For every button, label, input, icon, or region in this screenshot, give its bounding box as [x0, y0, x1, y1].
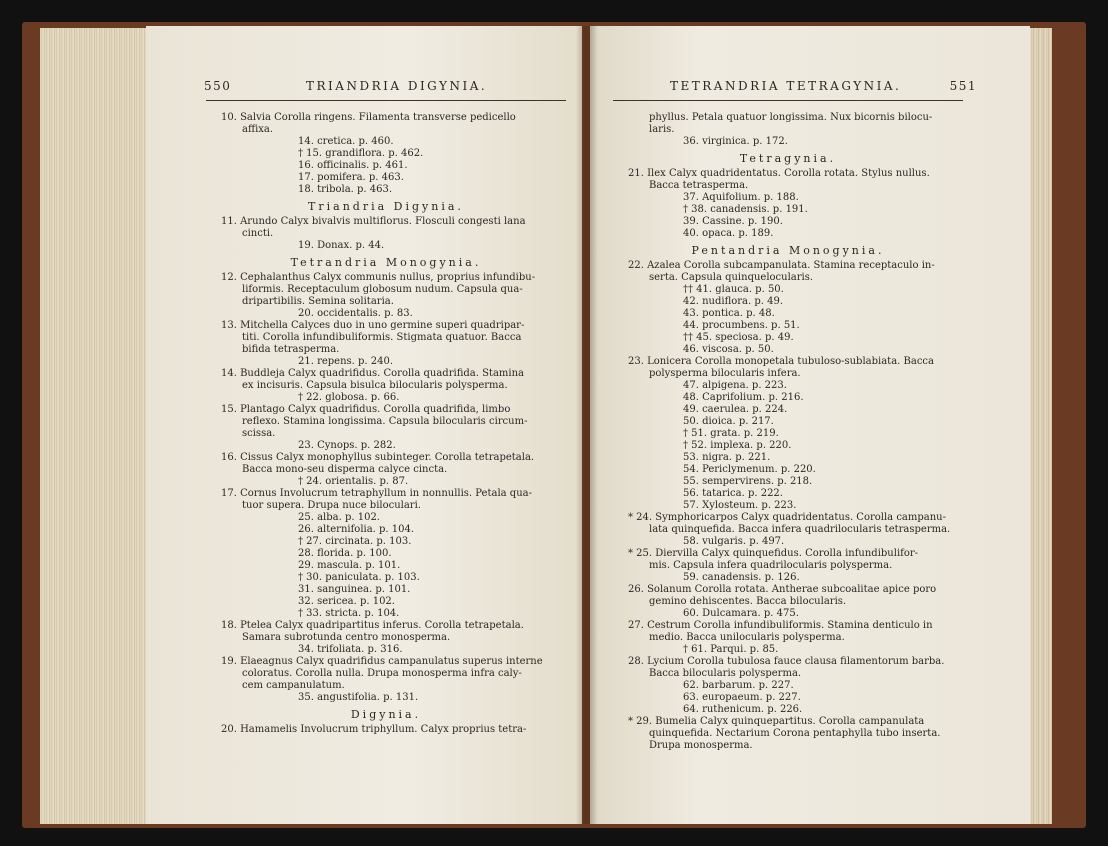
genus-entry-line: 26. Solanum Corolla rotata. Antherae subcoalitae apice poro — [628, 584, 937, 595]
entry-continuation-line: serta. Capsula quinquelocularis. — [649, 272, 814, 283]
right-running-title: TETRANDRIA TETRAGYNIA. — [670, 79, 902, 93]
genus-entry-line: 17. Cornus Involucrum tetraphyllum in nonnullis. Petala qua- — [221, 488, 532, 499]
species-line: 55. sempervirens. p. 218. — [683, 476, 813, 487]
genus-entry-line: 21. Ilex Calyx quadridentatus. Corolla rotata. Stylus nullus. — [628, 168, 930, 179]
species-line: 44. procumbens. p. 51. — [683, 320, 800, 331]
entry-continuation-line: Drupa monosperma. — [649, 740, 753, 751]
genus-entry-line: 27. Cestrum Corolla infundibuliformis. Stamina denticulo in — [628, 620, 933, 631]
entry-continuation-line: cem campanulatum. — [242, 680, 345, 691]
entry-continuation-line: laris. — [649, 124, 675, 135]
species-line: † 15. grandiflora. p. 462. — [298, 148, 424, 159]
genus-entry-line: 20. Hamamelis Involucrum triphyllum. Calyx proprius tetra- — [221, 724, 527, 735]
entry-continuation-line: polysperma bilocularis infera. — [649, 368, 801, 379]
right-page-number: 551 — [949, 79, 977, 93]
entry-continuation-line: reflexo. Stamina longissima. Capsula bilocularis circum- — [242, 416, 528, 427]
genus-entry-line: 12. Cephalanthus Calyx communis nullus, proprius infundibu- — [221, 272, 536, 283]
species-line: 57. Xylosteum. p. 223. — [683, 500, 797, 511]
species-line: 19. Donax. p. 44. — [298, 240, 385, 251]
left-page-text — [206, 112, 566, 736]
entry-continuation-line: Bacca bilocularis polysperma. — [649, 668, 802, 679]
genus-entry-line: * 24. Symphoricarpos Calyx quadridentatus. Corolla campanu- — [628, 512, 946, 523]
species-line: 60. Dulcamara. p. 475. — [683, 608, 799, 619]
species-line: 49. caerulea. p. 224. — [683, 404, 788, 415]
genus-entry-line: 19. Elaeagnus Calyx quadrifidus campanulatus superus interne — [221, 656, 543, 667]
entry-continuation-line: tuor supera. Drupa nuce biloculari. — [242, 500, 421, 511]
species-line: 39. Cassine. p. 190. — [683, 216, 783, 227]
species-line: † 38. canadensis. p. 191. — [683, 204, 808, 215]
species-line: 26. alternifolia. p. 104. — [298, 524, 415, 535]
left-page — [146, 26, 582, 824]
entry-continuation-line: medio. Bacca unilocularis polysperma. — [649, 632, 845, 643]
genus-entry-line: 11. Arundo Calyx bivalvis multiflorus. Flosculi congesti lana — [221, 216, 526, 227]
species-line: † 24. orientalis. p. 87. — [298, 476, 409, 487]
genus-entry-line: 22. Azalea Corolla subcampanulata. Stamina receptaculo in- — [628, 260, 935, 271]
entry-continuation-line: scissa. — [242, 428, 276, 439]
species-line: † 52. implexa. p. 220. — [683, 440, 792, 451]
genus-entry-line: 28. Lycium Corolla tubulosa fauce clausa filamentorum barba. — [628, 656, 945, 667]
entry-continuation-line: cincti. — [242, 228, 274, 239]
genus-entry-line: 15. Plantago Calyx quadrifidus. Corolla quadrifida, limbo — [221, 404, 511, 415]
species-line: 37. Aquifolium. p. 188. — [683, 192, 799, 203]
entry-continuation-line: phyllus. Petala quatuor longissima. Nux bicornis bilocu- — [649, 112, 933, 123]
species-line: † 61. Parqui. p. 85. — [683, 644, 779, 655]
species-line: 31. sanguinea. p. 101. — [298, 584, 411, 595]
species-line: †† 41. glauca. p. 50. — [683, 284, 784, 295]
species-line: † 27. circinata. p. 103. — [298, 536, 412, 547]
species-line: 64. ruthenicum. p. 226. — [683, 704, 803, 715]
entry-continuation-line: Bacca tetrasperma. — [649, 180, 749, 191]
species-line: 58. vulgaris. p. 497. — [683, 536, 785, 547]
genus-entry-line: 13. Mitchella Calyces duo in uno germine superi quadripar- — [221, 320, 525, 331]
right-page — [590, 26, 1030, 824]
species-line: 25. alba. p. 102. — [298, 512, 380, 523]
species-line: 18. tribola. p. 463. — [298, 184, 393, 195]
species-line: 53. nigra. p. 221. — [683, 452, 771, 463]
species-line: 50. dioica. p. 217. — [683, 416, 774, 427]
genus-entry-line: 18. Ptelea Calyx quadripartitus inferus. Corolla tetrapetala. — [221, 620, 524, 631]
species-line: 32. sericea. p. 102. — [298, 596, 395, 607]
species-line: † 22. globosa. p. 66. — [298, 392, 400, 403]
entry-continuation-line: bifida tetrasperma. — [242, 344, 340, 355]
entry-continuation-line: gemino dehiscentes. Bacca bilocularis. — [649, 596, 847, 607]
species-line: 62. barbarum. p. 227. — [683, 680, 794, 691]
entry-continuation-line: mis. Capsula infera quadrilocularis polysperma. — [649, 560, 893, 571]
genus-entry-line: 23. Lonicera Corolla monopetala tubuloso-sublabiata. Bacca — [628, 356, 934, 367]
species-line: 43. pontica. p. 48. — [683, 308, 775, 319]
section-heading: Pentandria Monogynia. — [691, 244, 885, 257]
genus-entry-line: 10. Salvia Corolla ringens. Filamenta transverse pedicello — [221, 112, 516, 123]
section-heading: Tetrandria Monogynia. — [290, 256, 482, 269]
genus-entry-line: * 29. Bumelia Calyx quinquepartitus. Corolla campanulata — [628, 716, 925, 727]
right-running-head — [613, 76, 977, 101]
left-running-title: TRIANDRIA DIGYNIA. — [306, 79, 488, 93]
species-line: 17. pomifera. p. 463. — [298, 172, 404, 183]
section-heading: Tetragynia. — [739, 152, 837, 165]
species-line: 20. occidentalis. p. 83. — [298, 308, 413, 319]
entry-continuation-line: dripartibilis. Semina solitaria. — [242, 296, 394, 307]
right-page-text — [613, 112, 963, 752]
genus-entry-line: 16. Cissus Calyx monophyllus subinteger. Corolla tetrapetala. — [221, 452, 535, 463]
genus-entry-line: 14. Buddleja Calyx quadrifidus. Corolla quadrifida. Stamina — [221, 368, 524, 379]
species-line: 59. canadensis. p. 126. — [683, 572, 800, 583]
species-line: 36. virginica. p. 172. — [683, 136, 788, 147]
species-line: 28. florida. p. 100. — [298, 548, 392, 559]
species-line: 23. Cynops. p. 282. — [298, 440, 396, 451]
entry-continuation-line: coloratus. Corolla nulla. Drupa monosperma infra caly- — [242, 668, 522, 679]
species-line: 46. viscosa. p. 50. — [683, 344, 774, 355]
species-line: 63. europaeum. p. 227. — [683, 692, 801, 703]
section-heading: Digynia. — [350, 708, 422, 721]
species-line: 42. nudiflora. p. 49. — [683, 296, 784, 307]
species-line: † 33. stricta. p. 104. — [298, 608, 400, 619]
entry-continuation-line: affixa. — [242, 124, 274, 135]
species-line: 40. opaca. p. 189. — [683, 228, 774, 239]
species-line: 56. tatarica. p. 222. — [683, 488, 783, 499]
species-line: 35. angustifolia. p. 131. — [298, 692, 419, 703]
book-gutter — [576, 26, 598, 824]
species-line: 34. trifoliata. p. 316. — [298, 644, 403, 655]
species-line: † 51. grata. p. 219. — [683, 428, 779, 439]
entry-continuation-line: ex incisuris. Capsula bisulca bilocularis polysperma. — [242, 380, 508, 391]
entry-continuation-line: liformis. Receptaculum globosum nudum. Capsula qua- — [242, 284, 523, 295]
species-line: 21. repens. p. 240. — [298, 356, 394, 367]
entry-continuation-line: titi. Corolla infundibuliformis. Stigmata quatuor. Bacca — [242, 332, 522, 343]
species-line: 16. officinalis. p. 461. — [298, 160, 408, 171]
species-line: 54. Periclymenum. p. 220. — [683, 464, 816, 475]
entry-continuation-line: quinquefida. Nectarium Corona pentaphylla tubo inserta. — [649, 728, 941, 739]
species-line: 47. alpigena. p. 223. — [683, 380, 787, 391]
left-page-number: 550 — [204, 79, 232, 93]
species-line: 48. Caprifolium. p. 216. — [683, 392, 804, 403]
species-line: † 30. paniculata. p. 103. — [298, 572, 420, 583]
entry-continuation-line: lata quinquefida. Bacca infera quadrilocularis tetrasperma. — [649, 524, 951, 535]
section-heading: Triandria Digynia. — [308, 200, 464, 213]
entry-continuation-line: Samara subrotunda centro monosperma. — [242, 632, 451, 643]
genus-entry-line: * 25. Diervilla Calyx quinquefidus. Corolla infundibulifor- — [628, 548, 919, 559]
species-line: 29. mascula. p. 101. — [298, 560, 401, 571]
species-line: 14. cretica. p. 460. — [298, 136, 394, 147]
page-edges-left — [40, 28, 150, 824]
entry-continuation-line: Bacca mono-seu disperma calyce cincta. — [242, 464, 448, 475]
species-line: †† 45. speciosa. p. 49. — [683, 332, 794, 343]
left-running-head — [206, 76, 566, 101]
